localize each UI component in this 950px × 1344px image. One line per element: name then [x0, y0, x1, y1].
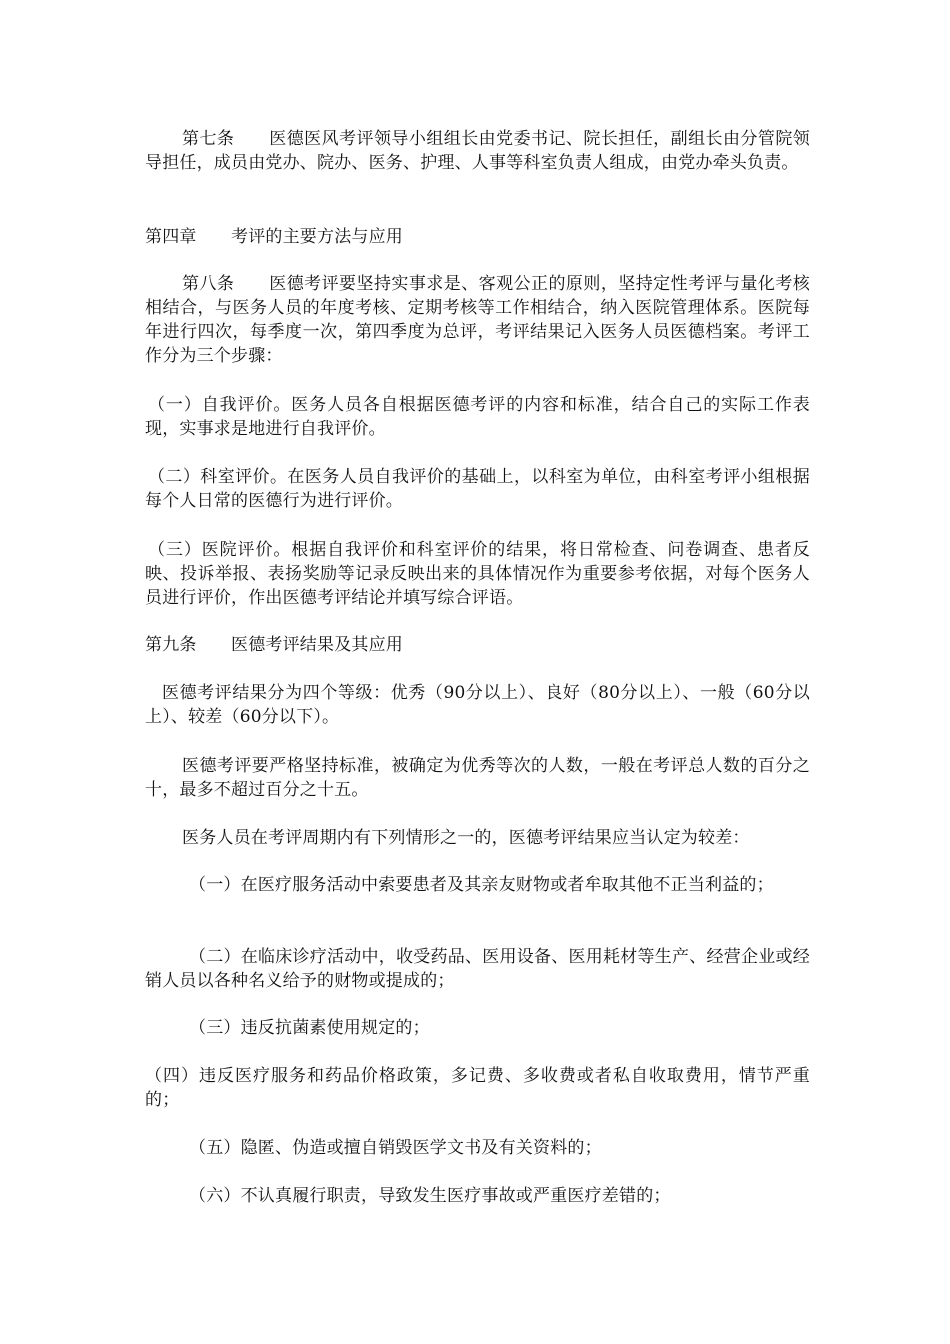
article-9-heading: 第九条 医德考评结果及其应用 — [145, 635, 403, 655]
step-3-paragraph: （三）医院评价。根据自我评价和科室评价的结果，将日常检查、问卷调查、患者反映、投诉举报、表扬奖励等记录反映出来的具体情况作为重要参考依据，对每个医务人员进行评价，作出医德考评结论并填写综合评语。 — [145, 540, 810, 608]
poor-item-3: （三）违反抗菌素使用规定的； — [189, 1018, 430, 1038]
poor-item-1: （一）在医疗服务活动中索要患者及其亲友财物或者牟取其他不正当利益的； — [189, 875, 774, 895]
article-7-paragraph: 第七条 医德医风考评领导小组组长由党委书记、院长担任，副组长由分管院领导担任，成员由党办、院办、医务、护理、人事等科室负责人组成，由党办牵头负责。 — [145, 129, 810, 173]
step-2-paragraph: （二）科室评价。在医务人员自我评价的基础上，以科室为单位，由科室考评小组根据每个人日常的医德行为进行评价。 — [145, 467, 810, 511]
poor-item-6: （六）不认真履行职责，导致发生医疗事故或严重医疗差错的； — [189, 1186, 671, 1206]
article-8-paragraph: 第八条 医德考评要坚持实事求是、客观公正的原则，坚持定性考评与量化考核相结合，与医务人员的年度考核、定期考核等工作相结合，纳入医院管理体系。医院每年进行四次，每季度一次，第四季度为总评，考评结果记入医务人员医德档案。考评工作分为三个步骤： — [145, 274, 810, 366]
chapter-4-heading: 第四章 考评的主要方法与应用 — [145, 227, 403, 247]
grades-paragraph: 医德考评结果分为四个等级：优秀（90分以上）、良好（80分以上）、一般（60分以上）、较差（60分以下）。 — [145, 683, 810, 727]
step-1-paragraph: （一）自我评价。医务人员各自根据医德考评的内容和标准，结合自己的实际工作表现，实事求是地进行自我评价。 — [145, 395, 810, 439]
poor-item-5: （五）隐匿、伪造或擅自销毁医学文书及有关资料的； — [189, 1138, 602, 1158]
poor-intro-paragraph: 医务人员在考评周期内有下列情形之一的，医德考评结果应当认定为较差： — [182, 828, 750, 848]
poor-item-4: （四）违反医疗服务和药品价格政策，多记费、多收费或者私自收取费用，情节严重的； — [145, 1066, 810, 1110]
ratio-paragraph: 医德考评要严格坚持标准，被确定为优秀等次的人数，一般在考评总人数的百分之十，最多不超过百分之十五。 — [145, 756, 810, 800]
poor-item-2: （二）在临床诊疗活动中，收受药品、医用设备、医用耗材等生产、经营企业或经销人员以各种名义给予的财物或提成的； — [145, 947, 810, 991]
